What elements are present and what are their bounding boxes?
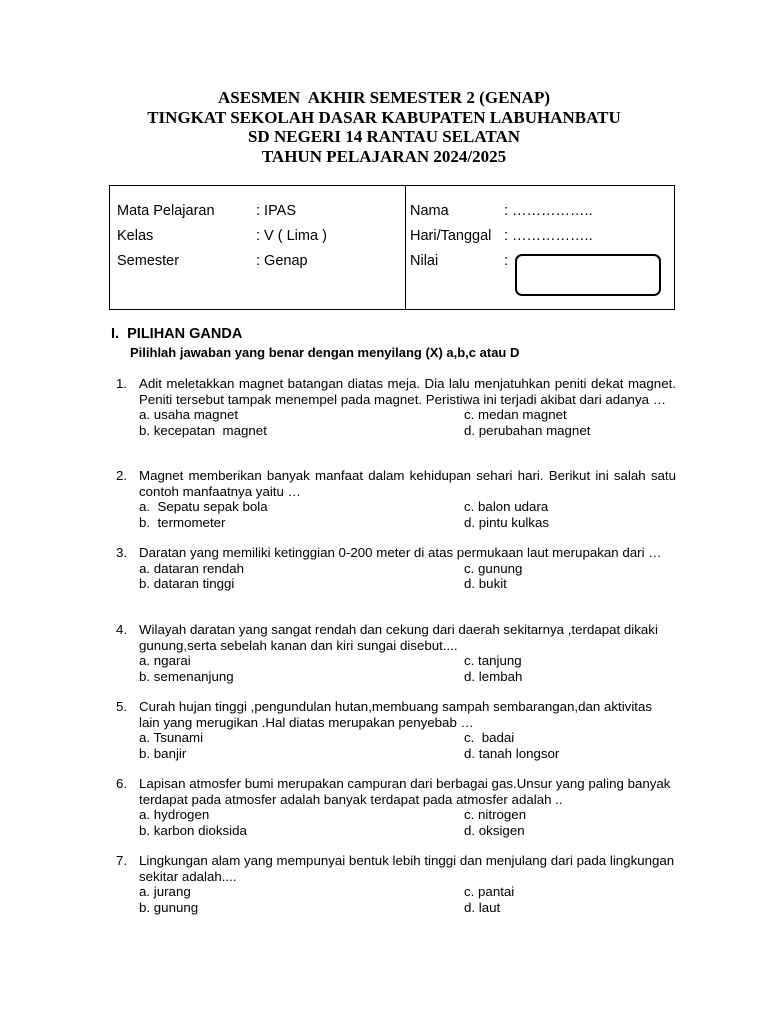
nama-value: : …………….. [504,203,593,219]
section-instruction: Pilihlah jawaban yang benar dengan menyilang (X) a,b,c atau D [130,345,520,360]
info-divider [405,186,406,309]
question-text: Lingkungan alam yang mempunyai bentuk lebih tinggi dan menjulang dari pada lingkungan sekitar adalah.... [139,853,675,884]
nilai-value: : [504,253,509,269]
question-number: 4. [116,622,128,637]
question-3 [116,545,676,592]
mapel-label: Mata Pelajaran [117,203,215,219]
option-c[interactable]: c. tanjung [464,653,522,668]
question-number: 7. [116,853,128,868]
question-7 [116,853,676,915]
question-number: 2. [116,468,128,483]
nilai-label: Nilai [410,253,439,269]
question-options [139,730,676,761]
kelas-label: Kelas [117,228,154,244]
question-text: Daratan yang memiliki ketinggian 0-200 meter di atas permukaan laut merupakan dari … [139,545,662,560]
option-c[interactable]: c. badai [464,730,515,745]
option-a[interactable]: a. Sepatu sepak bola [139,499,268,514]
option-d[interactable]: d. perubahan magnet [464,422,591,438]
question-number: 6. [116,776,128,791]
option-b[interactable]: b. kecepatan magnet [139,422,267,438]
option-c[interactable]: c. medan magnet [464,407,567,422]
option-a[interactable]: a. dataran rendah [139,560,244,576]
question-5 [116,699,676,761]
section-title: I. PILIHAN GANDA [111,326,243,342]
nilai-score-box[interactable] [515,254,661,296]
question-4 [116,622,676,684]
option-a[interactable]: a. usaha magnet [139,407,239,422]
question-options [139,653,676,684]
header-year: TAHUN PELAJARAN 2024/2025 [261,146,507,166]
student-info-box [109,185,675,310]
question-number: 1. [116,376,128,391]
question-2 [116,468,676,530]
option-d[interactable]: d. bukit [464,576,507,591]
question-6 [116,776,676,838]
option-b[interactable]: b. karbon dioksida [139,822,247,838]
option-d[interactable]: d. pintu kulkas [464,514,550,530]
header-level: TINGKAT SEKOLAH DASAR KABUPATEN LABUHANBATU [147,107,621,127]
option-c[interactable]: c. nitrogen [464,807,527,822]
question-number: 3. [116,545,128,560]
semester-label: Semester [117,253,180,269]
question-options [139,807,676,838]
question-options [139,561,676,592]
option-a[interactable]: a. ngarai [139,653,191,668]
hari-label: Hari/Tanggal [410,228,492,244]
option-c[interactable]: c. gunung [464,560,523,576]
option-d[interactable]: d. laut [464,899,501,915]
option-d[interactable]: d. tanah longsor [464,745,560,761]
question-number: 5. [116,699,128,714]
header-title: ASESMEN AKHIR SEMESTER 2 (GENAP) [217,88,551,107]
question-text: Adit meletakkan magnet batangan diatas meja. Dia lalu menjatuhkan peniti dekat magnet. Peniti tersebut tampak menempel pada magnet. Peristiwa ini terjadi akibat dari adanya … [139,376,676,407]
nama-label: Nama [410,203,449,219]
option-b[interactable]: b. dataran tinggi [139,576,235,591]
option-b[interactable]: b. gunung [139,899,199,915]
option-a[interactable]: a. Tsunami [139,730,204,745]
question-text: Magnet memberikan banyak manfaat dalam kehidupan sehari hari. Berikut ini salah satu contoh manfaatnya yaitu … [139,468,676,499]
option-c[interactable]: c. balon udara [464,499,549,514]
option-a[interactable]: a. hydrogen [139,807,210,822]
option-d[interactable]: d. oksigen [464,822,525,838]
exam-header [0,88,768,166]
option-a[interactable]: a. jurang [139,884,191,899]
question-text: Wilayah daratan yang sangat rendah dan cekung dari daerah sekitarnya ,terdapat dikaki gunung,serta sebelah kanan dan kiri sungai disebut.... [139,622,658,653]
hari-value: : …………….. [504,228,593,244]
option-b[interactable]: b. termometer [139,514,226,530]
question-options [139,884,676,915]
option-b[interactable]: b. semenanjung [139,668,234,684]
header-school: SD NEGERI 14 RANTAU SELATAN [247,127,521,146]
option-b[interactable]: b. banjir [139,745,187,761]
semester-value: : Genap [256,253,308,269]
mapel-value: : IPAS [256,203,297,219]
question-1 [116,376,676,438]
question-text: Lapisan atmosfer bumi merupakan campuran dari berbagai gas.Unsur yang paling banyak terdapat pada atmosfer adalah banyak terdapat pada atmosfer adalah .. [139,776,671,807]
question-options [139,499,676,530]
kelas-value: : V ( Lima ) [256,228,327,244]
option-d[interactable]: d. lembah [464,668,523,684]
question-text: Curah hujan tinggi ,pengundulan hutan,membuang sampah sembarangan,dan aktivitas lain yang merugikan .Hal diatas merupakan penyebab … [139,699,653,730]
question-options [139,407,676,438]
option-c[interactable]: c. pantai [464,884,515,899]
